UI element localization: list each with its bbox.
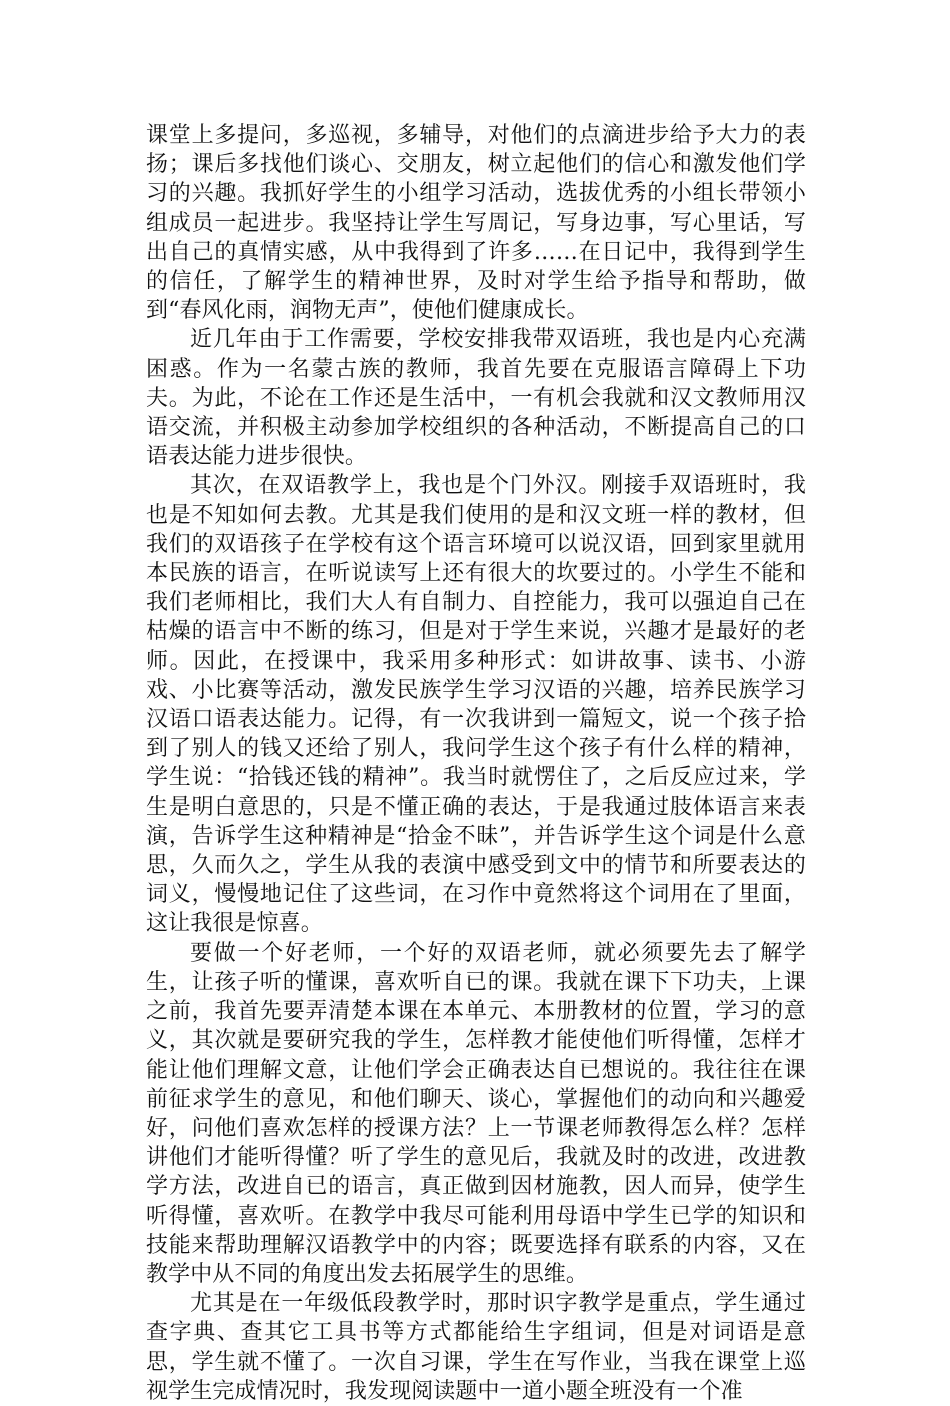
paragraph-4: 要做一个好老师，一个好的双语老师，就必须要先去了解学生，让孩子听的懂课，喜欢听自已的课。我就在课下下功夫，上课之前，我首先要弄清楚本课在本单元、本册教材的位置，学习的意义，其次就是要研究我的学生，怎样教才能使他们听得懂，怎样才能让他们理解文意，让他们学会正确表达自已想说的。我往往在课前征求学生的意见，和他们聊天、谈心，掌握他们的动向和兴趣爱好，问他们喜欢怎样的授课方法？上一节课老师教得怎么样？怎样讲他们才能听得懂？听了学生的意见后，我就及时的改进，改进教学方法，改进自已的语言，真正做到因材施教，因人而异，使学生听得懂，喜欢听。在教学中我尽可能利用母语中学生已学的知识和技能来帮助理解汉语教学中的内容；既要选择有联系的内容，又在教学中从不同的角度出发去拓展学生的思维。	[146, 940, 806, 1287]
paragraph-2: 近几年由于工作需要，学校安排我带双语班，我也是内心充满困惑。作为一名蒙古族的教师，我首先要在克服语言障碍上下功夫。为此，不论在工作还是生活中，一有机会我就和汉文教师用汉语交流，并积极主动参加学校组织的各种活动，不断提高自己的口语表达能力进步很快。	[146, 327, 806, 470]
paragraph-5: 尤其是在一年级低段教学时，那时识字教学是重点，学生通过查字典、查其它工具书等方式都能给生字组词，但是对词语是意思，学生就不懂了。一次自习课，学生在写作业，当我在课堂上巡视学生完成情况时，我发现阅读题中一道小题全班没有一个准	[146, 1291, 806, 1404]
paragraph-3: 其次，在双语教学上，我也是个门外汉。刚接手双语班时，我也是不知如何去教。尤其是我们使用的是和汉文班一样的教材，但我们的双语孩子在学校有这个语言环境可以说汉语，回到家里就用本民族的语言，在听说读写上还有很大的坎要过的。小学生不能和我们老师相比，我们大人有自制力、自控能力，我可以强迫自己在枯燥的语言中不断的练习，但是对于学生来说，兴趣才是最好的老师。因此，在授课中，我采用多种形式：如讲故事、读书、小游戏、小比赛等活动，激发民族学生学习汉语的兴趣，培养民族学习汉语口语表达能力。记得，有一次我讲到一篇短文，说一个孩子拾到了别人的钱又还给了别人，我问学生这个孩子有什么样的精神，学生说：“拾钱还钱的精神”。我当时就愣住了，之后反应过来，学生是明白意思的，只是不懂正确的表达，于是我通过肢体语言来表演，告诉学生这种精神是“拾金不昧”，并告诉学生这个词是什么意思，久而久之，学生从我的表演中感受到文中的情节和所要表达的词义，慢慢地记住了这些词，在习作中竟然将这个词用在了里面，这让我很是惊喜。	[146, 473, 806, 937]
paragraph-1: 课堂上多提问，多巡视，多辅导，对他们的点滴进步给予大力的表扬；课后多找他们谈心、交朋友，树立起他们的信心和激发他们学习的兴趣。我抓好学生的小组学习活动，选拔优秀的小组长带领小组成员一起进步。我坚持让学生写周记，写身边事，写心里话，写出自己的真情实感，从中我得到了许多……在日记中，我得到学生的信任，了解学生的精神世界，及时对学生给予指导和帮助，做到“春风化雨，润物无声”，使他们健康成长。	[146, 123, 806, 324]
document-body	[146, 121, 806, 1406]
